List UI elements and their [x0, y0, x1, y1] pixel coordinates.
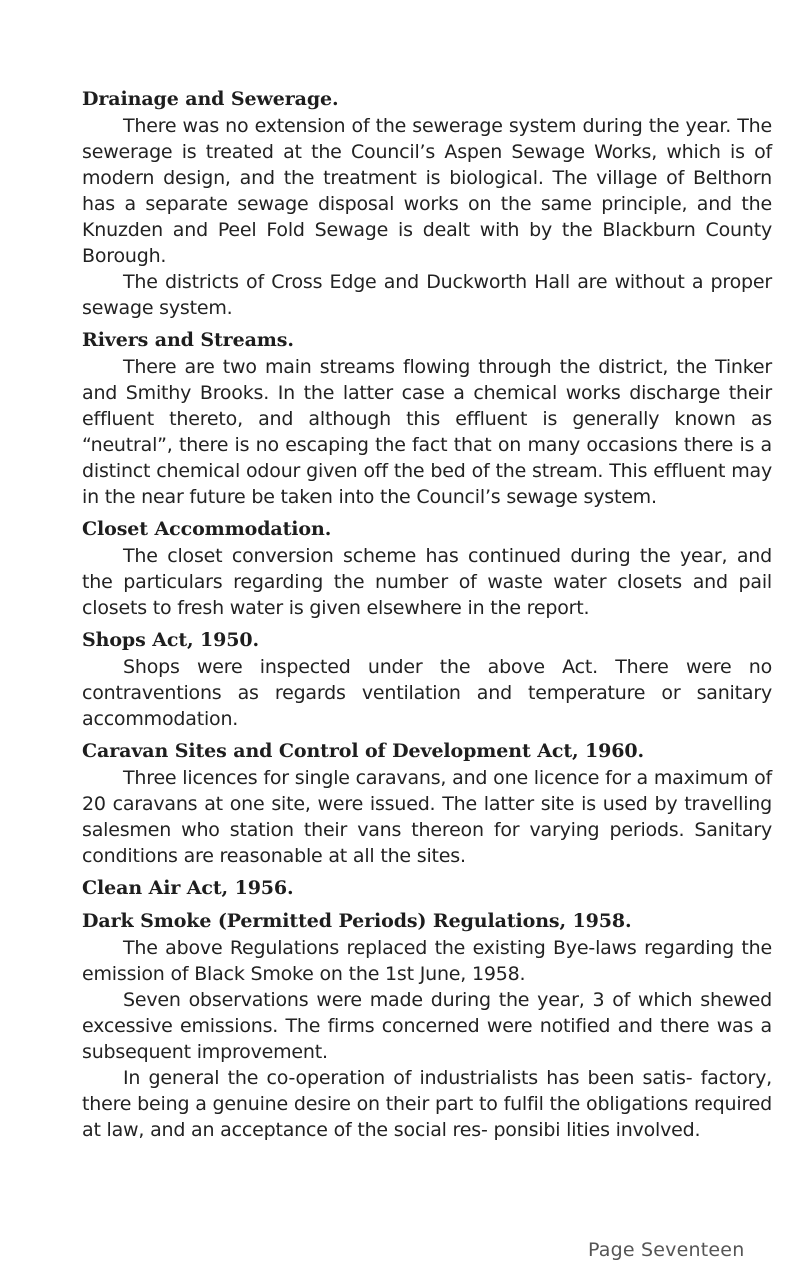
- section-heading: Shops Act, 1950.: [82, 629, 260, 651]
- paragraph: The districts of Cross Edge and Duckworth Hall are without a proper sewage system.: [82, 271, 772, 319]
- section-heading: Rivers and Streams.: [82, 329, 294, 351]
- section-rivers-and-streams: [82, 327, 772, 510]
- section-heading: Clean Air Act, 1956.: [82, 877, 294, 899]
- page-number: Page Seventeen: [588, 1239, 745, 1261]
- section-heading: Caravan Sites and Control of Development Act, 1960.: [82, 740, 645, 762]
- section-closet-accommodation: [82, 516, 772, 621]
- section-clean-air-act: [82, 875, 772, 901]
- section-drainage-and-sewerage: [82, 86, 772, 321]
- paragraph: Shops were inspected under the above Act. There were no contraventions as regards ventilation and temperature or sanitary accommodation.: [82, 656, 772, 730]
- section-caravan-sites: [82, 738, 772, 869]
- section-heading: Closet Accommodation.: [82, 518, 332, 540]
- section-heading: Dark Smoke (Permitted Periods) Regulations, 1958.: [82, 910, 632, 932]
- document-page: [82, 86, 772, 1143]
- section-heading: Drainage and Sewerage.: [82, 88, 339, 110]
- paragraph: Three licences for single caravans, and one licence for a maximum of 20 caravans at one site, were issued. The latter site is used by travelling salesmen who station their vans thereon for varying periods. Sanitary conditions are reasonable at all the sites.: [82, 767, 772, 867]
- paragraph: The above Regulations replaced the existing Bye-laws regarding the emission of Black Smoke on the 1st June, 1958.: [82, 937, 772, 985]
- section-shops-act: [82, 627, 772, 732]
- paragraph: There are two main streams flowing through the district, the Tinker and Smithy Brooks. In the latter case a chemical works discharge their effluent thereto, and although this effluent is generally known as “neutral”, there is no escaping the fact that on many occasions there is a distinct chemical odour given off the bed of the stream. This effluent may in the near future be taken into the Council’s sewage system.: [82, 356, 772, 508]
- paragraph: In general the co-operation of industrialists has been satis- factory, there being a genuine desire on their part to fulfil the obligations required at law, and an acceptance of the social res- ponsibi lities involved.: [82, 1067, 772, 1141]
- paragraph: The closet conversion scheme has continued during the year, and the particulars regarding the number of waste water closets and pail closets to fresh water is given elsewhere in the report.: [82, 545, 772, 619]
- paragraph: There was no extension of the sewerage system during the year. The sewerage is treated at the Council’s Aspen Sewage Works, which is of modern design, and the treatment is biological. The village of Belthorn has a separate sewage disposal works on the same principle, and the Knuzden and Peel Fold Sewage is dealt with by the Blackburn County Borough.: [82, 115, 772, 267]
- section-dark-smoke-regulations: [82, 908, 772, 1143]
- paragraph: Seven observations were made during the year, 3 of which shewed excessive emissions. The firms concerned were notified and there was a subsequent improvement.: [82, 989, 772, 1063]
